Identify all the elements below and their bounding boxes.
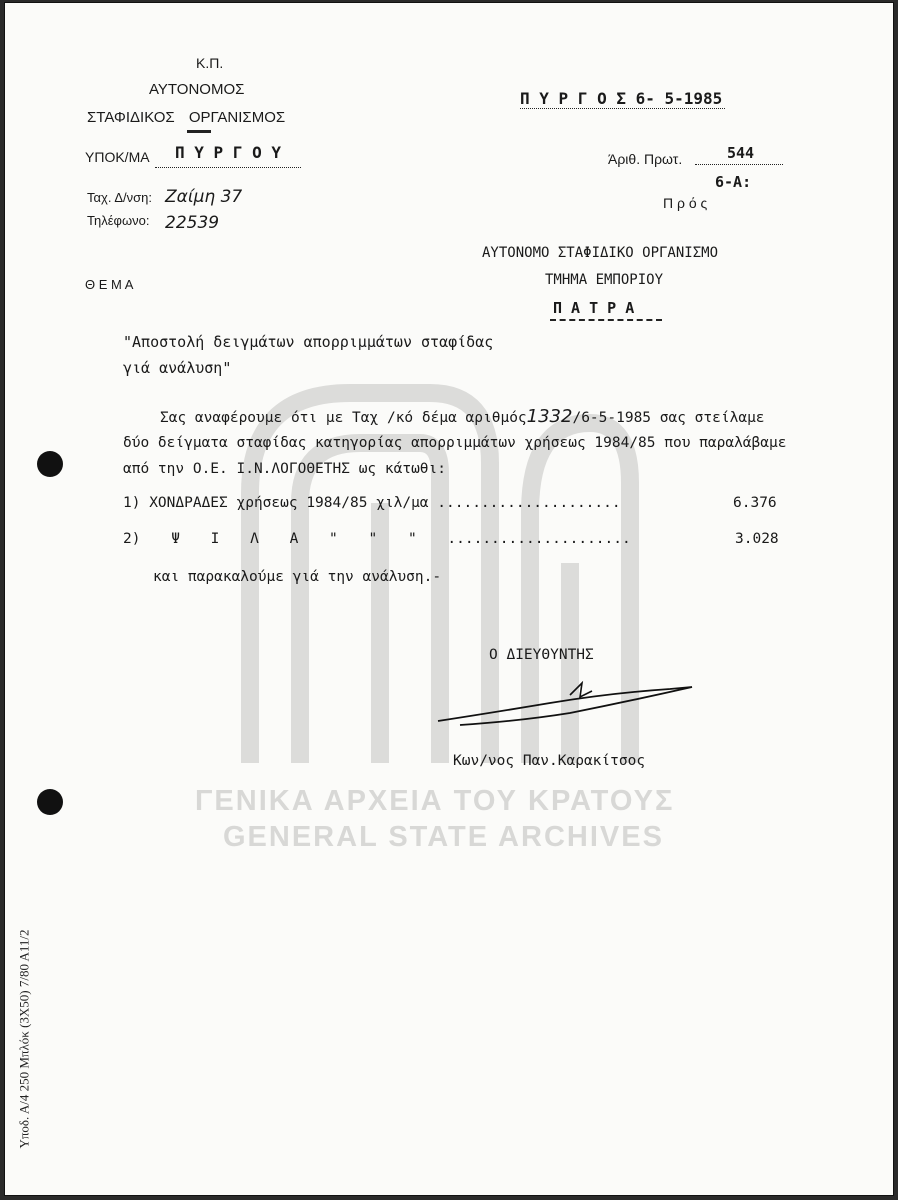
body-line-1 [160,406,765,427]
item-1-value: 6.376 [733,495,777,511]
place-date-dotted-line [520,108,725,109]
branch-dotted-line [155,167,301,168]
document-page [4,2,894,1196]
item-2: 2) Ψ Ι Λ Α " " " ..................... [123,531,631,547]
subject-label: Θ Ε Μ Α [85,277,134,292]
phone-label: Τηλέφωνο: [87,213,150,228]
body-line-2: δύο δείγματα σταφίδας κατηγορίας απορριμμάτων χρήσεως 1984/85 που παραλάβαμε [123,435,787,451]
branch-label: ΥΠΟΚ/ΜΑ [85,149,150,165]
protocol-value: 544 [727,144,755,162]
kp-label: Κ.Π. [196,55,224,71]
handwritten-signature [430,673,700,733]
address-label: Ταχ. Δ/νση: [87,190,153,205]
protocol-label: Άριθ. Πρωτ. [608,151,683,167]
subject-line-2: γιά ανάλυση" [123,359,232,377]
phone-value: 22539 [165,213,220,233]
watermark-line-greek: ΓΕΝΙΚΑ ΑΡΧΕΙΑ ΤΟΥ ΚΡΑΤΟΥΣ [195,785,675,817]
body-line-1-a: Σας αναφέρουμε ότι με Ταχ /κό δέμα αριθμός [160,410,527,426]
branch-value: Π Υ Ρ Γ Ο Υ [175,143,281,162]
address-value: Ζαίμη 37 [165,187,243,207]
protocol-dotted-line [695,164,783,165]
watermark-line-english: GENERAL STATE ARCHIVES [223,821,664,853]
place-date: Π Υ Ρ Γ Ο Σ 6- 5-1985 [520,89,723,108]
recipient-line-1: ΑΥΤΟΝΟΜΟ ΣΤΑΦΙΔΙΚΟ ΟΡΓΑΝΙΣΜΟ [482,245,719,261]
body-line-1-b: /6-5-1985 σας στείλαμε [572,410,765,426]
signatory-title: Ο ΔΙΕΥΘΥΝΤΗΣ [489,647,594,663]
org-underline [187,130,211,133]
item-1: 1) ΧΟΝΔΡΑΔΕΣ χρήσεως 1984/85 χιλ/μα ..................... [123,495,621,511]
recipient-underline [550,319,662,321]
subject-line-1: "Αποστολή δειγμάτων απορριμμάτων σταφίδας [123,333,494,351]
to-label: Π ρ ό ς [663,195,708,211]
punch-hole-top [37,451,63,477]
recipient-line-2: ΤΜΗΜΑ ΕΜΠΟΡΙΟΥ [545,272,664,288]
closing-line: και παρακαλούμε γιά την ανάλυση.- [153,569,442,585]
body-line-3: από την Ο.Ε. Ι.Ν.ΛΟΓΟΘΕΤΗΣ ως κάτωθι: [123,461,447,477]
protocol-sub: 6-Α: [715,173,752,191]
form-code-vertical: Υποδ. Α/4 250 Μπλόκ (3Χ50) 7/80 Α11/2 [16,929,32,1149]
recipient-line-3: Π Α Τ Ρ Α [553,299,635,317]
signatory-name: Κων/νος Παν.Καρακίτσος [453,753,646,769]
item-2-value: 3.028 [735,531,779,547]
parcel-number: 1332 [526,406,573,427]
org-line-1: ΑΥΤΟΝΟΜΟΣ [149,81,245,98]
punch-hole-bottom [37,789,63,815]
org-line-2: ΣΤΑΦΙΔΙΚΟΣ ΟΡΓΑΝΙΣΜΟΣ [87,109,286,126]
